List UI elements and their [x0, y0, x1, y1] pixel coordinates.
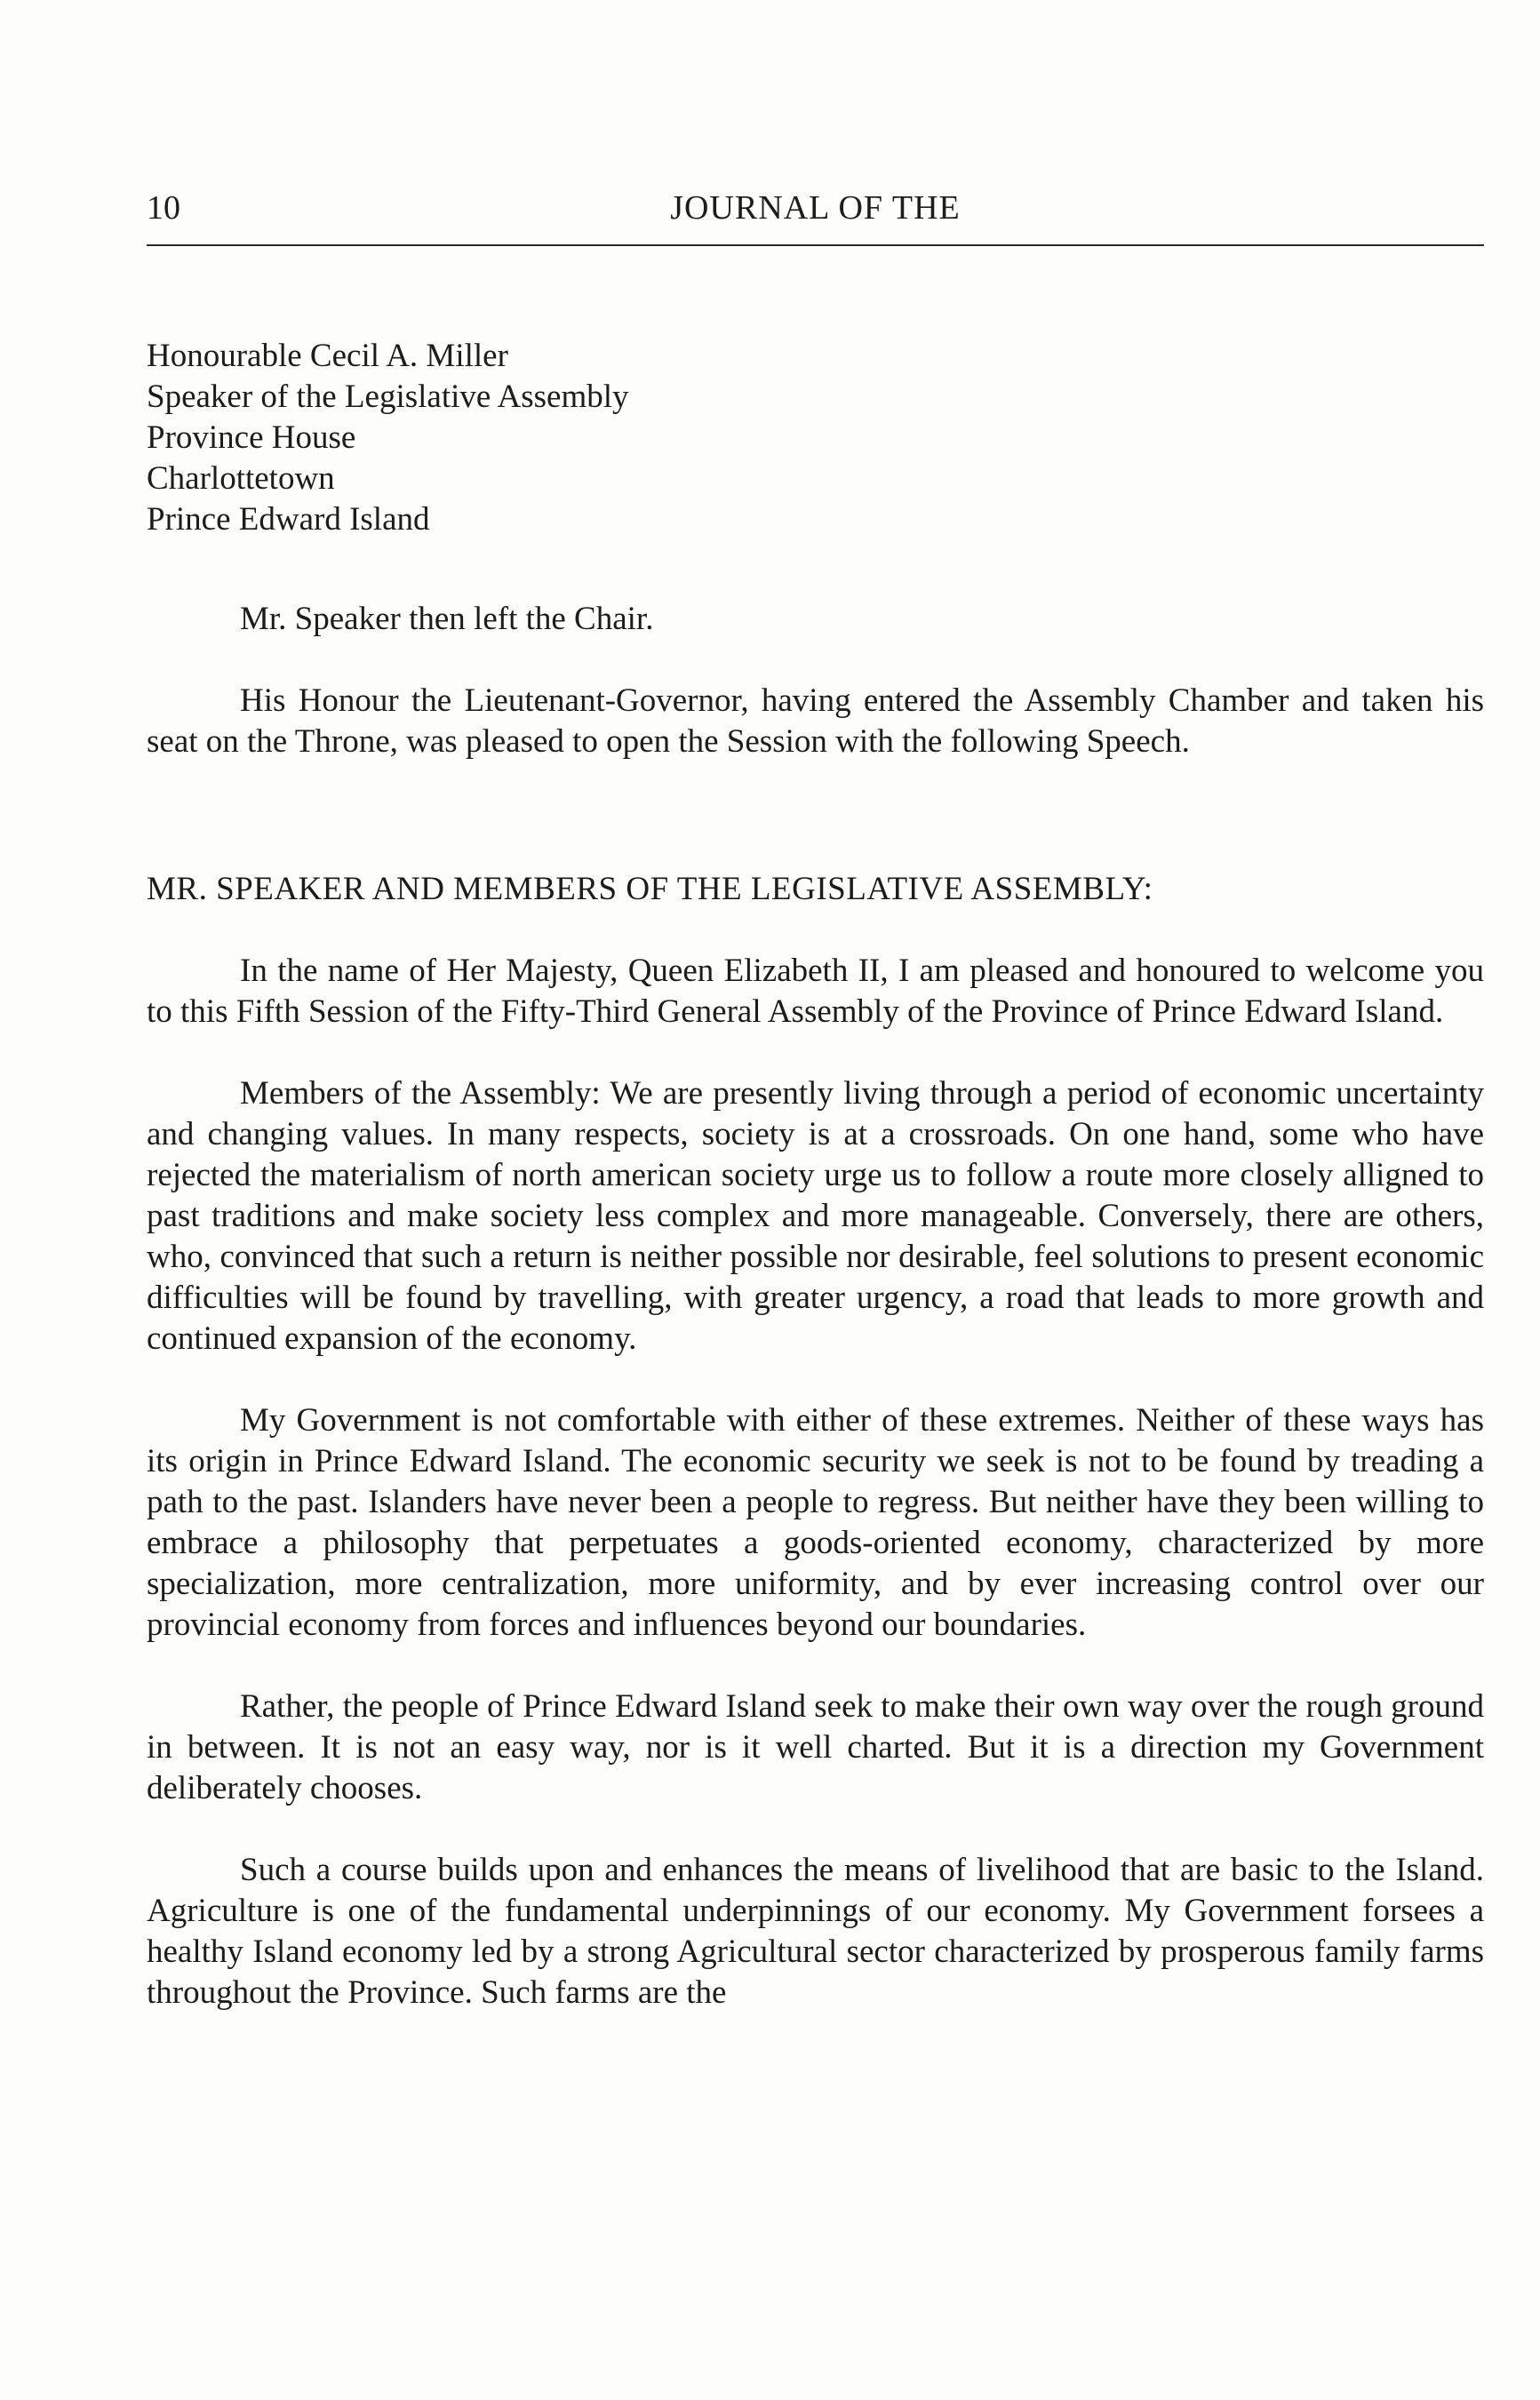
speech-paragraph: In the name of Her Majesty, Queen Elizabeth II, I am pleased and honoured to welcome you to this Fifth Session of the Fifty-Third General Assembly of the Province of Prince Edward Island. [147, 953, 1484, 1030]
speech-heading: MR. SPEAKER AND MEMBERS OF THE LEGISLATIVE ASSEMBLY: [147, 871, 1153, 907]
address-line: Prince Edward Island [147, 501, 430, 538]
speaker-left-paragraph: Mr. Speaker then left the Chair. [240, 601, 654, 637]
address-line: Province House [147, 419, 356, 456]
speech-paragraph: My Government is not comfortable with either of these extremes. Neither of these ways has its origin in Prince Edward Island. The economic security we seek is not to be found by treading a path to the past. Islanders have never been a people to regress. But neither have they been willing to embrace a philosophy that perpetuates a goods-oriented economy, characterized by more specialization, more centralization, more uniformity, and by ever increasing control over our provincial economy from forces and influences beyond our boundaries. [147, 1402, 1484, 1643]
journal-title: JOURNAL OF THE [670, 189, 961, 227]
page-content [147, 336, 1484, 2013]
page-number: 10 [147, 189, 180, 227]
header-rule [147, 244, 1484, 246]
lieutenant-governor-paragraph: His Honour the Lieutenant-Governor, having entered the Assembly Chamber and taken his seat on the Throne, was pleased to open the Session with the following Speech. [147, 682, 1484, 760]
speech-paragraph: Rather, the people of Prince Edward Island seek to make their own way over the rough ground in between. It is not an easy way, nor is it well charted. But it is a direction my Government deliberately chooses. [147, 1688, 1484, 1806]
address-line: Speaker of the Legislative Assembly [147, 379, 629, 415]
address-line: Charlottetown [147, 460, 335, 497]
address-line: Honourable Cecil A. Miller [147, 338, 508, 374]
address-block [147, 336, 1484, 540]
speech-paragraph: Members of the Assembly: We are presently living through a period of economic uncertainty and changing values. In many respects, society is at a crossroads. On one hand, some who have rejected the materialism of north american society urge us to follow a route more closely alligned to past traditions and make society less complex and more manageable. Conversely, there are others, who, convinced that such a return is neither possible nor desirable, feel solutions to present economic difficulties will be found by travelling, with greater urgency, a road that leads to more growth and continued expansion of the economy. [147, 1075, 1484, 1357]
speech-paragraph: Such a course builds upon and enhances the means of livelihood that are basic to the Island. Agriculture is one of the fundamental underpinnings of our economy. My Government forsees a healthy Island economy led by a strong Agricultural sector characterized by prosperous family farms throughout the Province. Such farms are the [147, 1852, 1484, 2011]
running-head [147, 185, 1484, 231]
